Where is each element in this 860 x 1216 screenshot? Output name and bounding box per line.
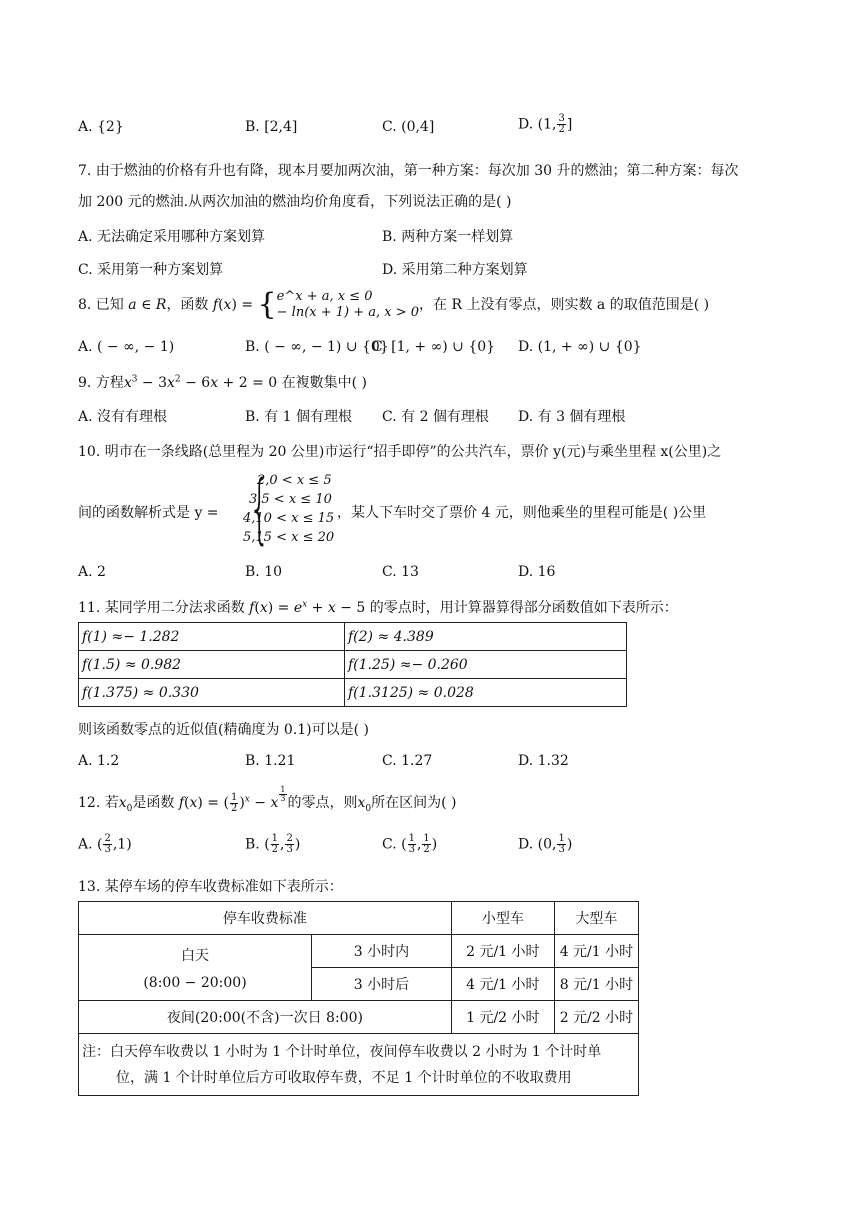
q10-stem-tail: ，某人下车时交了票价 4 元，则他乘坐的里程可能是( )公里	[337, 505, 707, 521]
q6-option-c: C. (0,4]	[382, 119, 435, 135]
q6-option-d: D. (1, $\frac{3}{2}$ ]	[518, 113, 573, 135]
table-row	[79, 1001, 639, 1034]
q12-option-b: B. ( $\frac{1}{2}$ , $\frac{2}{3}$ )	[245, 833, 301, 855]
table-cell: 2 元/2 小时	[554, 1001, 638, 1034]
q7-option-b: B. 两种方案一样划算	[382, 229, 514, 245]
q9-option-b: B. 有 1 個有理根	[245, 409, 352, 425]
table-cell: 4 元/1 小时	[554, 935, 638, 968]
q8-option-a: A. ( − ∞, − 1)	[78, 339, 175, 355]
q7-option-a: A. 无法确定采用哪种方案划算	[78, 229, 266, 245]
q7-option-c: C. 采用第一种方案划算	[78, 262, 224, 278]
table-cell: 夜间(20:00(不含)一次日 8:00)	[79, 1001, 452, 1034]
table-row	[79, 679, 627, 707]
q9-option-c: C. 有 2 個有理根	[382, 409, 489, 425]
q12-stem: 12. 若$x_0$是函数 f(x) = ( $\frac{1}{2}$ )$^x$ − x $^{\frac{1}{3}}$ 的零点，则$x_0$所在区间为( )	[78, 785, 457, 814]
q8-option-d: D. (1, + ∞) ∪ {0}	[518, 339, 642, 355]
table-row	[79, 902, 639, 935]
table-cell: 1 元/2 小时	[451, 1001, 554, 1034]
q9-stem: 9. 方程$x^3 - 3x^2 - 6x + 2 = 0$ 在複數集中( )	[78, 374, 367, 391]
q11-option-d: D. 1.32	[518, 753, 569, 769]
q6-option-a: A. {2}	[78, 119, 124, 135]
q7-stem-line2: 加 200 元的燃油.从两次加油的燃油均价角度看，下列说法正确的是( )	[78, 194, 512, 210]
q8-stem: 8. 已知 a ∈ R，函数 f(x) = { e^x + a, x ≤ 0 − ln(x + 1) + a, x > 0 ，在 R 上没有零点，则实数 a 的取值范围是( )	[78, 287, 710, 322]
table-cell: 2 元/1 小时	[451, 935, 554, 968]
q8-case-2: − ln(x + 1) + a, x > 0	[276, 305, 420, 320]
q11-option-c: C. 1.27	[382, 753, 433, 769]
q8-option-b: B. ( − ∞, − 1) ∪ {0}	[245, 339, 389, 355]
q8-option-c: C. [1, + ∞) ∪ {0}	[372, 339, 496, 355]
table-cell: f(1.5) ≈ 0.982	[79, 651, 345, 679]
table-header-cell: 大型车	[554, 902, 638, 935]
table-cell: f(1.375) ≈ 0.330	[79, 679, 345, 707]
table-cell: f(1.3125) ≈ 0.028	[345, 679, 627, 707]
q10-cases: 2,0 < x ≤ 5 3,5 < x ≤ 10 4,10 < x ≤ 15 5,15 < x ≤ 20	[243, 473, 335, 545]
q10-option-d: D. 16	[518, 564, 556, 580]
q7-stem-line1: 7. 由于燃油的价格有升也有降，现本月要加两次油，第一种方案：每次加 30 升的燃油；第二种方案：每次	[78, 163, 739, 179]
q10-option-b: B. 10	[245, 564, 283, 580]
table-row	[79, 651, 627, 679]
q12-option-a: A. ( $\frac{2}{3}$ ,1)	[78, 833, 132, 855]
q6-option-b: B. [2,4]	[245, 119, 298, 135]
q10-option-c: C. 13	[382, 564, 419, 580]
q11-question: 则该函数零点的近似值(精确度为 0.1)可以是( )	[78, 722, 370, 738]
table-cell: f(1) ≈− 1.282	[79, 623, 345, 651]
table-cell: 8 元/1 小时	[554, 968, 638, 1001]
q7-option-d: D. 采用第二种方案划算	[382, 262, 528, 278]
table-row	[79, 935, 639, 968]
q10-brace: {	[248, 463, 271, 552]
q12-option-c: C. ( $\frac{1}{3}$ , $\frac{1}{2}$ )	[382, 833, 438, 855]
q13-intro: 13. 某停车场的停车收费标准如下表所示：	[78, 879, 343, 895]
table-header-cell: 小型车	[451, 902, 554, 935]
q12-option-d: D. (0, $\frac{1}{3}$ )	[518, 833, 573, 855]
q10-option-a: A. 2	[78, 564, 106, 580]
q9-option-d: D. 有 3 個有理根	[518, 409, 626, 425]
q10-formula-lead: 间的函数解析式是 y =	[78, 505, 219, 521]
q11-value-table	[78, 622, 627, 707]
q13-fee-table	[78, 901, 639, 1096]
table-cell-daytime: 白天 (8:00 − 20:00)	[79, 935, 312, 1001]
table-cell: f(2) ≈ 4.389	[345, 623, 627, 651]
table-cell: 4 元/1 小时	[451, 968, 554, 1001]
q11-stem: 11. 某同学用二分法求函数 $f(x) = e^x + x - 5$ 的零点时，用计算器算得部分函数值如下表所示：	[78, 599, 678, 616]
table-row	[79, 623, 627, 651]
table-cell: 3 小时后	[312, 968, 452, 1001]
q11-option-a: A. 1.2	[78, 753, 120, 769]
table-cell: 3 小时内	[312, 935, 452, 968]
q8-case-1: e^x + a, x ≤ 0	[276, 289, 373, 304]
table-cell: f(1.25) ≈− 0.260	[345, 651, 627, 679]
table-note-cell: 注：白天停车收费以 1 小时为 1 个计时单位，夜间停车收费以 2 小时为 1 个计时单 位，满 1 个计时单位后方可收取停车费，不足 1 个计时单位的不收取费用	[79, 1034, 639, 1096]
q9-option-a: A. 沒有有理根	[78, 409, 168, 425]
table-header-cell: 停车收费标准	[79, 902, 452, 935]
table-row	[79, 1034, 639, 1096]
q11-option-b: B. 1.21	[245, 753, 296, 769]
q10-stem-line1: 10. 明市在一条线路(总里程为 20 公里)市运行“招手即停”的公共汽车，票价 y(元)与乘坐里程 x(公里)之	[78, 444, 722, 460]
